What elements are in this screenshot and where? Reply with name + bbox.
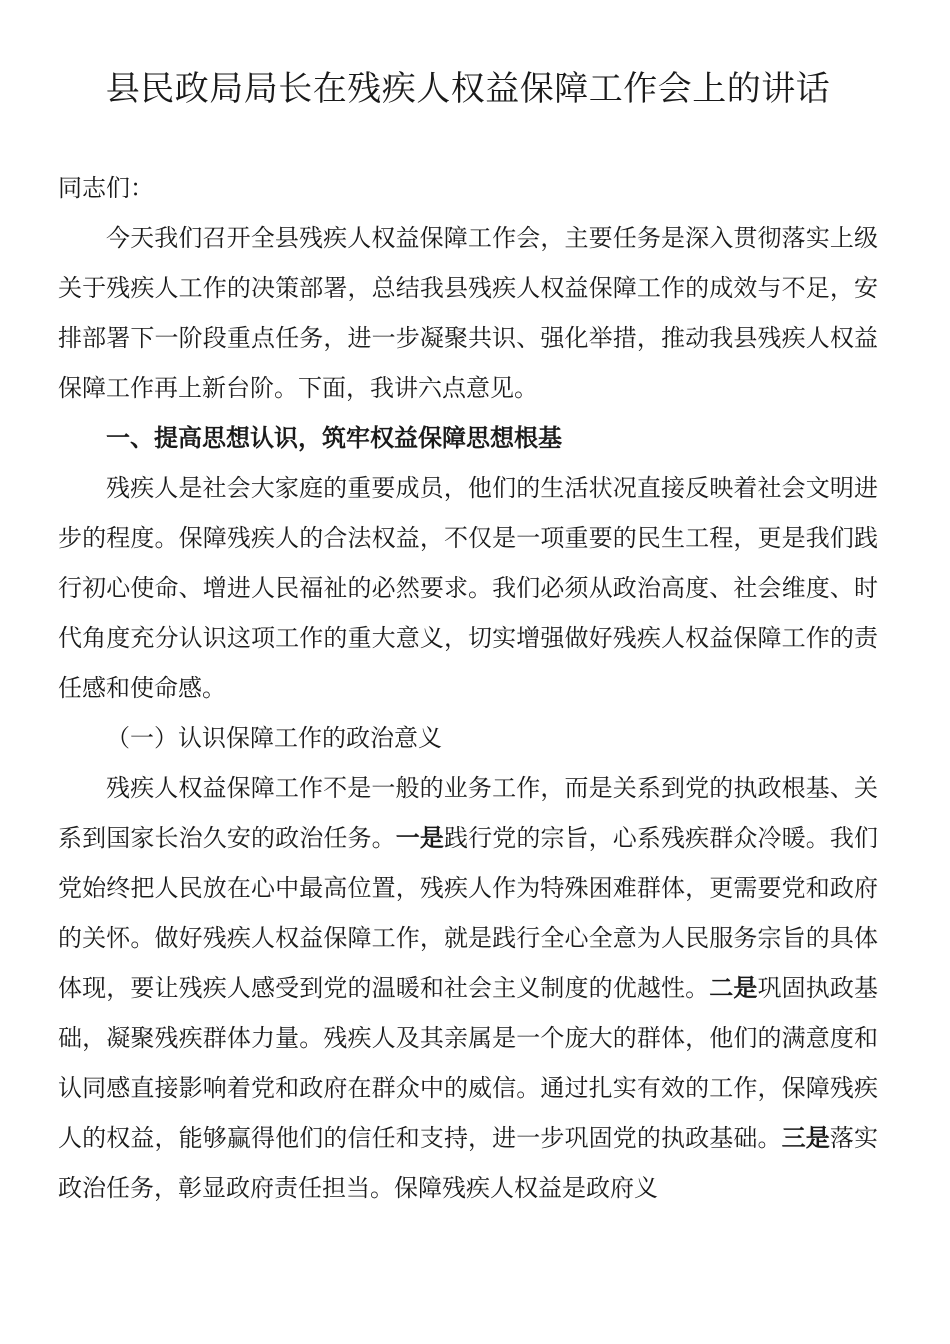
sub1-label-third: 三是 xyxy=(781,1124,830,1152)
subsection-1-heading: （一）认识保障工作的政治意义 xyxy=(106,724,442,752)
subsection-1-paragraph xyxy=(58,763,878,1213)
section-1-heading: 一、提高思想认识，筑牢权益保障思想根基 xyxy=(106,424,562,452)
salutation: 同志们： xyxy=(58,174,154,202)
sub1-text-part3: 巩固执政基础，凝聚残疾群体力量。残疾人及其亲属是一个庞大的群体，他们的满意度和认同感直接影响着党和政府在群众中的威信。通过扎实有效的工作，保障残疾人的权益，能够赢得他们的信任和支持，进一步巩固党的执政基础。 xyxy=(58,974,879,1152)
intro-paragraph: 今天我们召开全县残疾人权益保障工作会，主要任务是深入贯彻落实上级关于残疾人工作的决策部署，总结我县残疾人权益保障工作的成效与不足，安排部署下一阶段重点任务，进一步凝聚共识、强化举措，推动我县残疾人权益保障工作再上新台阶。下面，我讲六点意见。 xyxy=(58,224,878,402)
sub1-text-part4: 落实政治任务，彰显政府责任担当。保障残疾人权益是政府义 xyxy=(58,1124,879,1202)
document-body xyxy=(58,163,878,1213)
sub1-text-part2: 践行党的宗旨，心系残疾群众冷暖。我们党始终把人民放在心中最高位置，残疾人作为特殊困难群体，更需要党和政府的关怀。做好残疾人权益保障工作，就是践行全心全意为人民服务宗旨的具体体现，要让残疾人感受到党的温暖和社会主义制度的优越性。 xyxy=(58,824,879,1002)
document-title: 县民政局局长在残疾人权益保障工作会上的讲话 xyxy=(105,69,831,109)
section-1-paragraph: 残疾人是社会大家庭的重要成员，他们的生活状况直接反映着社会文明进步的程度。保障残疾人的合法权益，不仅是一项重要的民生工程，更是我们践行初心使命、增进人民福祉的必然要求。我们必须从政治高度、社会维度、时代角度充分认识这项工作的重大意义，切实增强做好残疾人权益保障工作的责任感和使命感。 xyxy=(58,474,878,702)
sub1-label-second: 二是 xyxy=(709,974,758,1002)
sub1-text-part1: 残疾人权益保障工作不是一般的业务工作，而是关系到党的执政根基、关系到国家长治久安的政治任务。 xyxy=(58,774,878,852)
sub1-label-first: 一是 xyxy=(395,824,444,852)
